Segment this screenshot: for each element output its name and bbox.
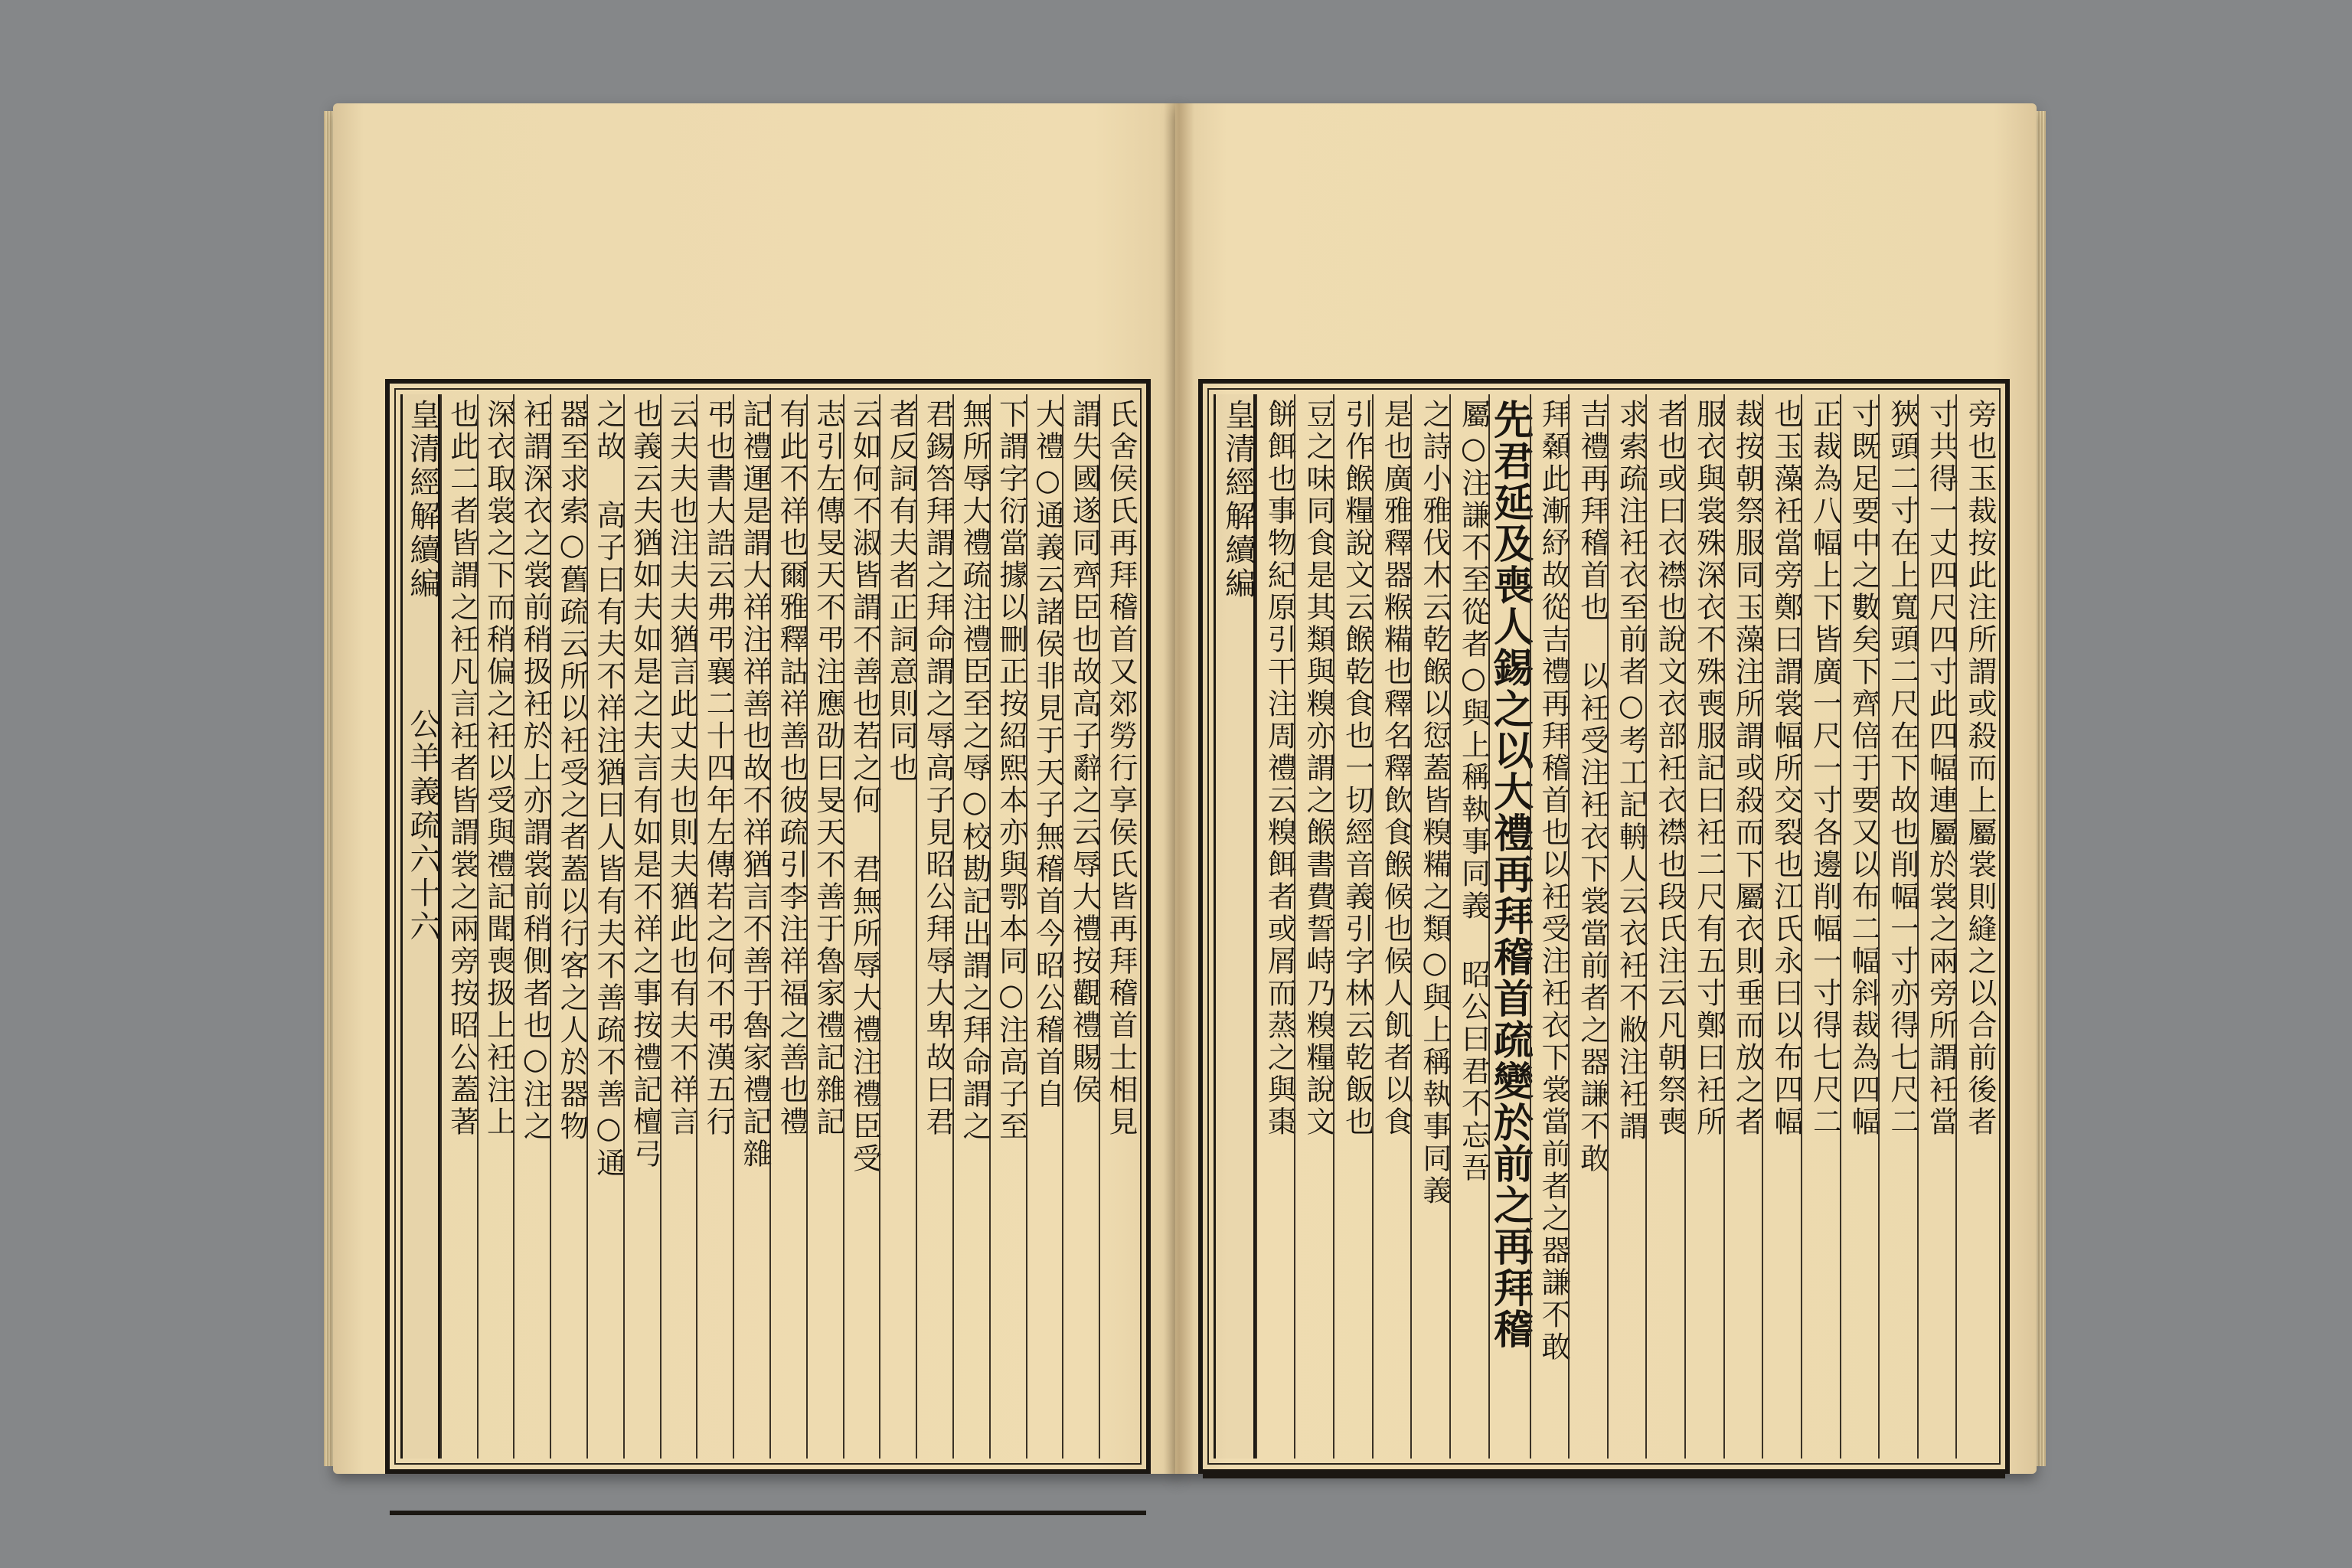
text-column: 寸共得一丈四尺四寸此四幅連屬於裳之兩旁所謂衽當 [1917,394,1956,1459]
text-column: 之故 高子曰有夫不祥注猶曰人皆有夫不善疏不善○通 [586,394,623,1459]
text-column: 屬○注謙不至從者○與上稱執事同義 昭公曰君不忘吾 [1449,394,1488,1459]
text-column: 無所辱大禮疏注禮臣至之辱○校勘記出謂之拜命謂之 [952,394,989,1459]
text-column: 氏舍侯氏再拜稽首又郊勞行享侯氏皆再拜稽首士相見 [1099,394,1135,1459]
text-column: 求索疏注衽衣至前者○考工記輈人云衣衽不敝注衽謂 [1607,394,1646,1459]
text-column: 正裁為八幅上下皆廣一尺一寸各邊削幅一寸得七尺二 [1801,394,1840,1459]
text-column: 君錫答拜謂之拜命謂之辱高子見昭公拜辱大卑故曰君 [916,394,952,1459]
open-book [325,88,2044,1489]
text-column: 寸既足要中之數矣下齊倍于要又以布二幅斜裁為四幅 [1840,394,1879,1459]
text-column: 拜顙此漸紓故從吉禮再拜稽首也以衽受注衽衣下裳當前者之器謙不敢 [1530,394,1569,1459]
right-bottom-rule [1203,1474,2005,1478]
left-text-frame [385,379,1151,1474]
text-column: 下謂字衍當據以刪正按紹熙本亦與鄂本同○注高子至 [989,394,1026,1459]
page-edges-right [2035,111,2046,1466]
text-column: 餅餌也事物紀原引干注周禮云糗餌者或屑而蒸之與棗 [1256,394,1295,1459]
text-column: 先君延及喪人錫之以大禮再拜稽首疏變於前之再拜稽 [1488,394,1530,1459]
book-gutter [1164,103,1194,1474]
left-margin-info: 公羊義疏六十六 [404,708,440,944]
text-column: 記禮運是謂大祥注祥善也故不祥猶言不善于魯家禮記雜 [733,394,769,1459]
text-column: 也此二者皆謂之衽凡言衽者皆謂裳之兩旁按昭公蓋著 [440,394,477,1459]
text-column: 者也或曰衣襟也說文衣部衽衣襟也段氏注云凡朝祭喪 [1645,394,1684,1459]
right-margin-column [1214,394,1256,1459]
text-column: 器至求索○舊疏云所以衽受之者蓋以行客之人於器物 [550,394,586,1459]
left-text-columns [400,394,1138,1459]
text-column: 豆之味同食是其類與糗亦謂之餱書費誓峙乃糗糧說文 [1294,394,1333,1459]
text-column: 旁也玉裁按此注所謂或殺而上屬裳則縫之以合前後者 [1955,394,1994,1459]
text-column: 之詩小雅伐木云乾餱以愆蓋皆糗糒之類○與上稱執事同義 [1410,394,1449,1459]
text-column: 有此不祥也爾雅釋詁祥善也彼疏引李注祥福之善也禮 [769,394,806,1459]
text-column: 大禮○通義云諸侯非見于天子無稽首今昭公稽首自 [1026,394,1063,1459]
text-column: 深衣取裳之下而稍偏之衽以受與禮記聞喪扱上衽注上 [477,394,514,1459]
text-column: 裁按朝祭服同玉藻注所謂或殺而下屬衣則垂而放之者 [1723,394,1762,1459]
left-margin-column [400,394,440,1459]
text-column: 云夫夫也注夫夫猶言此丈夫也則夫猶此也有夫不祥言 [660,394,697,1459]
text-column: 也義云夫猶如夫如是之夫言有如是不祥之事按禮記檀弓 [623,394,660,1459]
right-text-frame [1198,379,2010,1474]
text-column: 云如何不淑皆謂不善也若之何 君無所辱大禮注禮臣受 [843,394,880,1459]
text-column: 引作餱糧說文云餱乾食也一切經音義引字林云乾飯也 [1333,394,1372,1459]
text-column: 衽謂深衣之裳前稍扱衽於上亦謂裳前稍側者也○注之 [513,394,550,1459]
text-column: 服衣與裳殊深衣不殊喪服記曰衽二尺有五寸鄭曰衽所 [1684,394,1723,1459]
left-margin-title: 皇清經解續編 [404,399,440,601]
left-page [333,103,1179,1474]
text-column: 狹頭二寸在上寬頭二尺在下故也削幅一寸亦得七尺二 [1878,394,1917,1459]
text-column: 者反詞有夫者正詞意則同也 [879,394,916,1459]
text-column: 吉禮再拜稽首也 以衽受注衽衣下裳當前者之器謙不敢 [1568,394,1607,1459]
text-column: 志引左傳旻天不弔注應劭曰旻天不善于魯家禮記雜記 [806,394,843,1459]
right-page [1175,103,2037,1474]
right-margin-title: 皇清經解續編 [1220,399,1256,601]
text-column: 也玉藻衽當旁鄭曰謂裳幅所交裂也江氏永曰以布四幅 [1762,394,1801,1459]
left-bottom-rule [390,1511,1146,1515]
text-column: 謂失國遂同齊臣也故高子辭之云辱大禮按觀禮賜侯 [1062,394,1099,1459]
text-column: 弔也書大誥云弗弔襄二十四年左傳若之何不弔漢五行 [696,394,733,1459]
text-column: 是也廣雅釋器糇糒也釋名釋飲食餱候也候人飢者以食 [1372,394,1411,1459]
right-text-columns [1214,394,1997,1459]
